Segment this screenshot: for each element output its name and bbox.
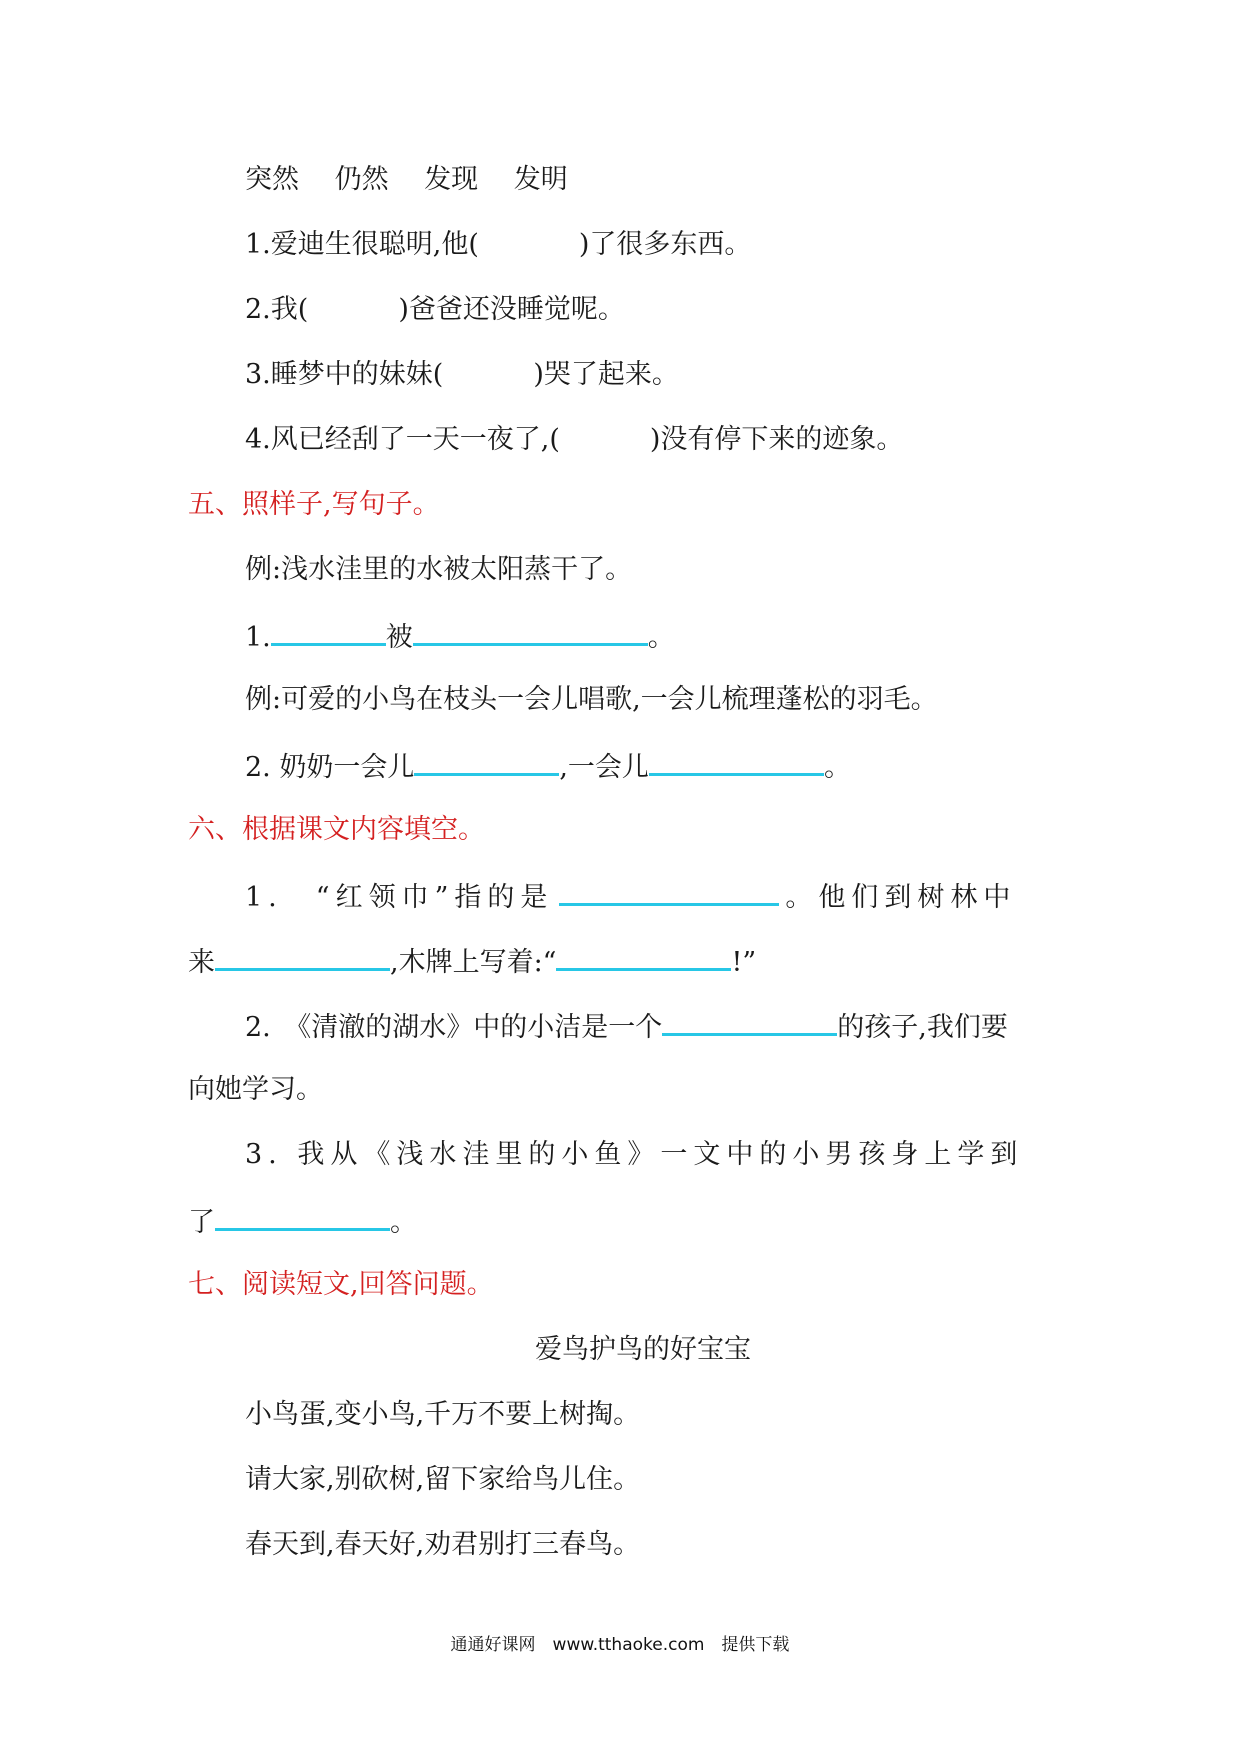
example-1: 例:浅水洼里的水被太阳蒸干了。 xyxy=(245,554,633,585)
answer-blank[interactable] xyxy=(556,940,731,971)
q-text-prefix: 2. 奶奶一会儿 xyxy=(245,752,415,783)
section-6-heading: 六、根据课文内容填空。 xyxy=(188,814,485,845)
question-6-2-line1 xyxy=(245,1005,1008,1048)
question-5-2 xyxy=(245,745,851,788)
q-text: 了 xyxy=(188,1207,215,1238)
q-text-mid: ,一会儿 xyxy=(559,752,649,783)
question-6-1-line1 xyxy=(245,875,1016,918)
q-text-after: )没有停下来的迹象。 xyxy=(649,424,904,455)
answer-blank[interactable] xyxy=(649,745,824,776)
q-number: 2. xyxy=(245,294,271,325)
q-text-end: 。 xyxy=(647,622,675,653)
example-2: 例:可爱的小鸟在枝头一会儿唱歌,一会儿梳理蓬松的羽毛。 xyxy=(245,684,938,715)
poem-line: 春天到,春天好,劝君别打三春鸟。 xyxy=(245,1529,641,1560)
q-text-after: )哭了起来。 xyxy=(533,359,679,390)
question-6-3-line2 xyxy=(188,1200,417,1243)
question-4-2 xyxy=(245,290,625,330)
q-text-before: 风已经刮了一天一夜了,( xyxy=(270,424,560,455)
q-text: 。 xyxy=(390,1207,417,1238)
q-text-before: 睡梦中的妹妹( xyxy=(270,359,444,390)
answer-blank[interactable] xyxy=(413,615,648,646)
section-5-heading: 五、照样子,写句子。 xyxy=(188,489,440,520)
q-number: 1. xyxy=(245,229,271,260)
q-text-before: 我( xyxy=(270,294,309,325)
q-number: 1. xyxy=(245,622,271,653)
question-6-2-line2: 向她学习。 xyxy=(188,1074,323,1105)
footer-credit: 通通好课网 www.tthaoke.com 提供下载 xyxy=(450,1635,790,1655)
question-5-1 xyxy=(245,615,675,658)
q-text: 1. “红领巾”指的是 xyxy=(245,882,554,913)
q-number: 3. xyxy=(245,359,271,390)
question-6-3-line1: 3. 我从《浅水洼里的小鱼》一文中的小男孩身上学到 xyxy=(245,1139,1024,1170)
poem-line: 请大家,别砍树,留下家给鸟儿住。 xyxy=(245,1464,641,1495)
q-text: !” xyxy=(731,947,757,978)
answer-blank[interactable] xyxy=(215,940,390,971)
section-7-heading: 七、阅读短文,回答问题。 xyxy=(188,1269,494,1300)
q-text: 的孩子,我们要 xyxy=(837,1012,1008,1043)
q-text: 来 xyxy=(188,947,215,978)
q-text: ,木牌上写着:“ xyxy=(390,947,557,978)
answer-blank[interactable] xyxy=(662,1005,837,1036)
question-6-1-line2 xyxy=(188,940,756,983)
word-bank: 突然 仍然 发现 发明 xyxy=(245,164,568,195)
question-4-1 xyxy=(245,225,751,265)
answer-blank[interactable] xyxy=(559,875,779,906)
poem-line: 小鸟蛋,变小鸟,千万不要上树掏。 xyxy=(245,1399,641,1430)
answer-blank[interactable] xyxy=(271,615,386,646)
q-number: 4. xyxy=(245,424,271,455)
answer-blank[interactable] xyxy=(414,745,559,776)
q-text-end: 。 xyxy=(823,752,851,783)
question-4-4 xyxy=(245,420,903,460)
q-text-before: 爱迪生很聪明,他( xyxy=(270,229,479,260)
q-text: 。他们到树林中 xyxy=(785,882,1017,913)
q-text-mid: 被 xyxy=(385,622,413,653)
answer-blank[interactable] xyxy=(215,1200,390,1231)
q-text: 2. 《清澈的湖水》中的小洁是一个 xyxy=(245,1012,663,1043)
question-4-3 xyxy=(245,355,679,395)
q-text-after: )了很多东西。 xyxy=(578,229,752,260)
q-text-after: )爸爸还没睡觉呢。 xyxy=(398,294,625,325)
poem-title: 爱鸟护鸟的好宝宝 xyxy=(535,1334,751,1365)
